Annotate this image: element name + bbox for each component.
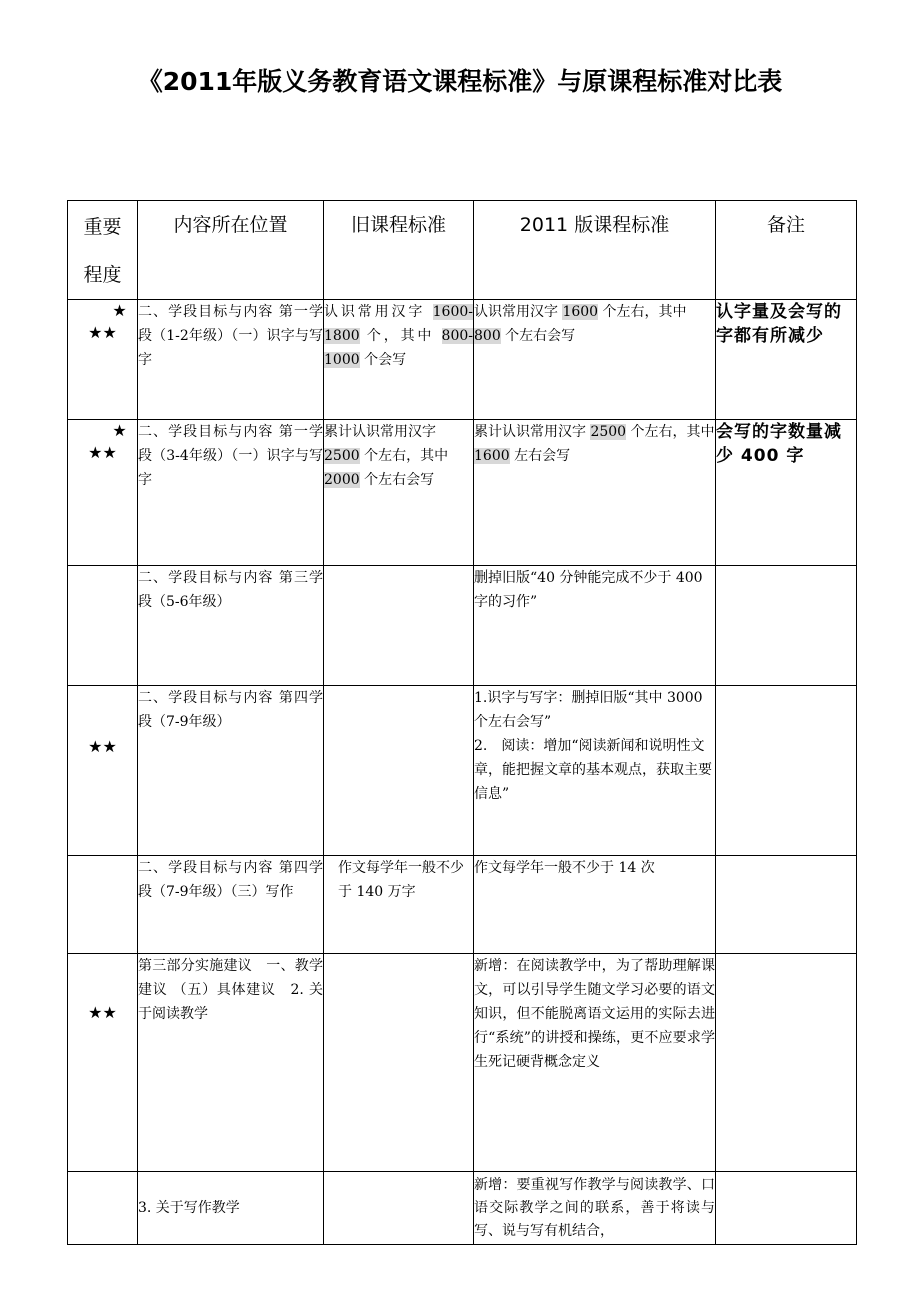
new-standard-cell: 作文每学年一般不少于 14 次 bbox=[474, 856, 716, 954]
importance-stars bbox=[68, 686, 138, 856]
note-cell bbox=[716, 954, 857, 1172]
location-cell: 二、学段目标与内容 第一学段（3-4年级）（一）识字与写字 bbox=[138, 420, 324, 566]
old-standard-cell bbox=[324, 566, 474, 686]
table-row bbox=[68, 856, 857, 954]
new-standard-cell bbox=[474, 686, 716, 856]
importance-stars bbox=[68, 300, 138, 420]
header-note: 备注 bbox=[716, 201, 857, 300]
importance-stars bbox=[68, 856, 138, 954]
star-icon: ★★ bbox=[88, 737, 117, 756]
old-standard-cell: 累计认识常用汉字 2500 个左右，其中 2000 个左右会写 bbox=[324, 420, 474, 566]
new-standard-cell: 删掉旧版“40 分钟能完成不少于 400 字的习作” bbox=[474, 566, 716, 686]
importance-stars bbox=[68, 420, 138, 566]
old-standard-cell: 认识常用汉字 1600-1800 个，其中 800-1000 个会写 bbox=[324, 300, 474, 420]
location-cell: 二、学段目标与内容 第四学段（7-9年级） bbox=[138, 686, 324, 856]
location-cell: 二、学段目标与内容 第四学段（7-9年级）（三）写作 bbox=[138, 856, 324, 954]
new-standard-item: 1.识字与写字：删掉旧版“其中 3000 个左右会写” bbox=[474, 690, 703, 730]
table-row bbox=[68, 420, 857, 566]
table-row bbox=[68, 1172, 857, 1245]
new-standard-cell: 累计认识常用汉字 2500 个左右，其中 1600 左右会写 bbox=[474, 420, 716, 566]
page-title: 《2011年版义务教育语文课程标准》与原课程标准对比表 bbox=[137, 67, 783, 96]
note-cell bbox=[716, 686, 857, 856]
header-new-standard: 2011 版课程标准 bbox=[474, 201, 716, 300]
old-standard-cell bbox=[324, 954, 474, 1172]
location-cell: 二、学段目标与内容 第三学段（5-6年级） bbox=[138, 566, 324, 686]
header-old-standard: 旧课程标准 bbox=[324, 201, 474, 300]
new-standard-item: 2. 阅读：增加“阅读新闻和说明性文章，能把握文章的基本观点，获取主要信息” bbox=[474, 738, 712, 802]
note-cell bbox=[716, 566, 857, 686]
location-cell: 第三部分实施建议 一、教学建议 （五）具体建议 2. 关于阅读教学 bbox=[138, 954, 324, 1172]
old-standard-cell: 作文每学年一般不少于 140 万字 bbox=[324, 856, 474, 954]
header-location: 内容所在位置 bbox=[138, 201, 324, 300]
new-standard-cell: 新增：要重视写作教学与阅读教学、口语交际教学之间的联系，善于将读与写、说与写有机结合， bbox=[474, 1172, 716, 1245]
comparison-table bbox=[67, 200, 857, 1245]
note-cell: 会写的字数量减少 400 字 bbox=[716, 420, 857, 566]
header-importance: 重要程度 bbox=[68, 201, 138, 300]
star-icon: ★ bbox=[112, 301, 127, 320]
importance-stars bbox=[68, 566, 138, 686]
new-standard-cell: 认识常用汉字 1600 个左右，其中 800 个左右会写 bbox=[474, 300, 716, 420]
location-cell: 3. 关于写作教学 bbox=[138, 1172, 324, 1245]
old-standard-cell bbox=[324, 1172, 474, 1245]
old-standard-cell bbox=[324, 686, 474, 856]
table-header-row bbox=[68, 201, 857, 300]
new-standard-cell: 新增：在阅读教学中，为了帮助理解课文，可以引导学生随文学习必要的语文知识，但不能脱离语文运用的实际去进行“系统”的讲授和操练，更不应要求学生死记硬背概念定义 bbox=[474, 954, 716, 1172]
location-cell: 二、学段目标与内容 第一学段（1-2年级）（一）识字与写字 bbox=[138, 300, 324, 420]
star-icon: ★★ bbox=[88, 1003, 117, 1022]
note-cell bbox=[716, 856, 857, 954]
table-row bbox=[68, 566, 857, 686]
table-row bbox=[68, 686, 857, 856]
note-cell bbox=[716, 1172, 857, 1245]
table-row bbox=[68, 300, 857, 420]
star-icon: ★★ bbox=[88, 323, 117, 342]
star-icon: ★★ bbox=[88, 443, 117, 462]
star-icon: ★ bbox=[112, 421, 127, 440]
importance-stars bbox=[68, 1172, 138, 1245]
note-cell: 认字量及会写的字都有所减少 bbox=[716, 300, 857, 420]
table-row bbox=[68, 954, 857, 1172]
importance-stars bbox=[68, 954, 138, 1172]
